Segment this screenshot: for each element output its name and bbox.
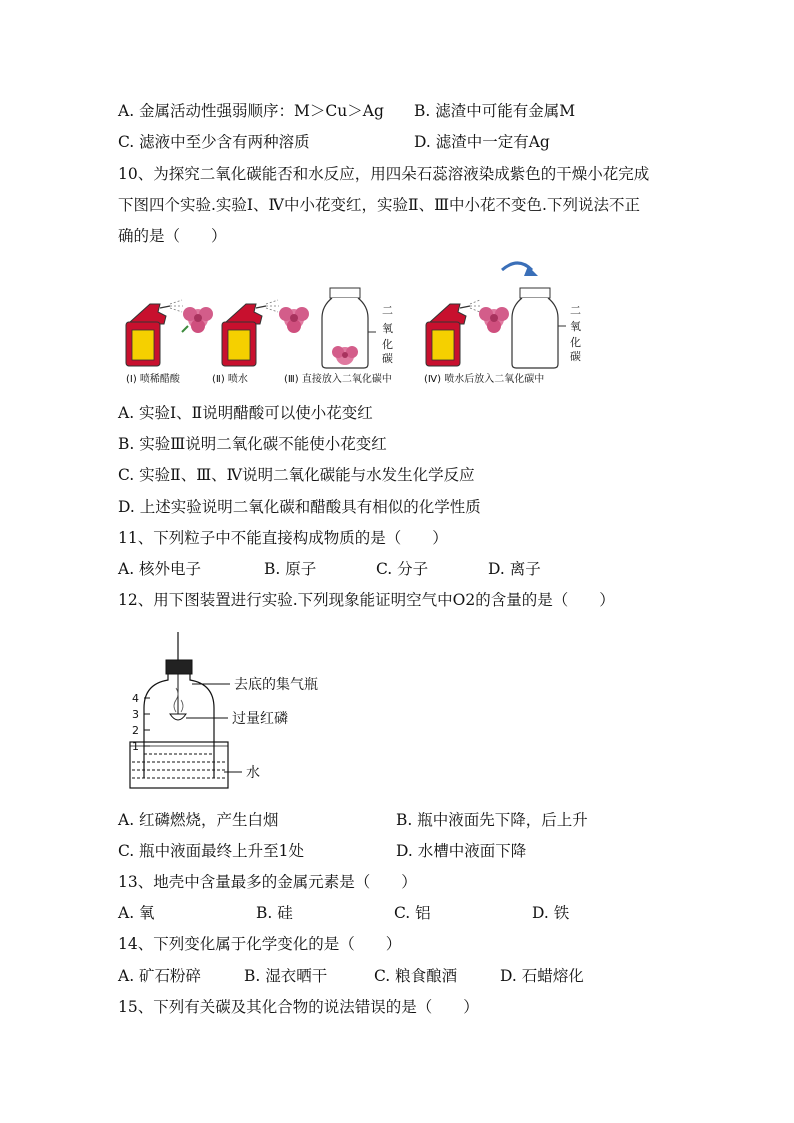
- jar2-label-char: 氧: [570, 320, 581, 333]
- caption-iv: (Ⅳ) 喷水后放入二氧化碳中: [424, 374, 545, 385]
- jar2-label-char: 碳: [570, 350, 581, 363]
- q10-stem-line3: 确的是（ ）: [118, 227, 227, 245]
- q14-option-d: D. 石蜡熔化: [500, 967, 584, 985]
- q10-option-b: B. 实验Ⅲ说明二氧化碳不能使小花变红: [118, 435, 387, 453]
- q13-stem: 13、地壳中含量最多的金属元素是（ ）: [118, 873, 417, 891]
- q11-option-c: C. 分子: [376, 560, 429, 578]
- scale-label-2: 2: [132, 724, 139, 737]
- burning-spoon-icon: [170, 714, 186, 720]
- q14-stem: 14、下列变化属于化学变化的是（ ）: [118, 935, 402, 953]
- scale-label-3: 3: [132, 708, 139, 721]
- q11-option-b: B. 原子: [264, 560, 317, 578]
- q11-option-a: A. 核外电子: [118, 560, 202, 578]
- q10-experiment-figure: [118, 256, 588, 388]
- q10-option-c: C. 实验Ⅱ、Ⅲ、Ⅳ说明二氧化碳能与水发生化学反应: [118, 466, 475, 484]
- q13-option-a: A. 氧: [118, 904, 155, 922]
- q15-stem: 15、下列有关碳及其化合物的说法错误的是（ ）: [118, 998, 479, 1016]
- q10-option-a: A. 实验Ⅰ、Ⅱ说明醋酸可以使小花变红: [118, 404, 373, 422]
- jar2-label-char: 二: [570, 304, 581, 317]
- q9-option-b: B. 滤渣中可能有金属M: [414, 102, 576, 120]
- q12-apparatus-figure: [128, 628, 388, 794]
- label-bottle: 去底的集气瓶: [234, 677, 318, 693]
- q12-option-d: D. 水槽中液面下降: [396, 842, 527, 860]
- q10-stem-line2: 下图四个实验.实验Ⅰ、Ⅳ中小花变红，实验Ⅱ、Ⅲ中小花不变色.下列说法不正: [118, 196, 640, 214]
- q9-option-a: A. 金属活动性强弱顺序：M＞Cu＞Ag: [118, 102, 384, 120]
- q9-option-d: D. 滤渣中一定有Ag: [414, 133, 550, 151]
- q14-option-b: B. 湿衣晒干: [244, 967, 328, 985]
- q10-stem-line1: 10、为探究二氧化碳能否和水反应，用四朵石蕊溶液染成紫色的干燥小花完成: [118, 165, 650, 183]
- caption-iii: (Ⅲ) 直接放入二氧化碳中: [284, 374, 392, 385]
- jar1-label-char: 碳: [382, 352, 393, 365]
- label-phosphorus: 过量红磷: [232, 711, 288, 727]
- flower-icon: [182, 307, 213, 333]
- jar1-label-char: 氧: [382, 322, 393, 335]
- q12-option-c: C. 瓶中液面最终上升至1处: [118, 842, 305, 860]
- gas-jar-icon: [322, 288, 376, 368]
- label-water: 水: [246, 765, 260, 781]
- gas-jar-icon: [512, 288, 566, 368]
- spray-bottle-icon: [222, 300, 279, 366]
- q12-option-b: B. 瓶中液面先下降，后上升: [396, 811, 588, 829]
- flower-icon: [479, 307, 509, 333]
- q13-option-d: D. 铁: [532, 904, 570, 922]
- q10-option-d: D. 上述实验说明二氧化碳和醋酸具有相似的化学性质: [118, 498, 481, 516]
- q14-option-c: C. 粮食酿酒: [374, 967, 458, 985]
- caption-i: (Ⅰ) 喷稀醋酸: [126, 374, 180, 385]
- spray-bottle-icon: [426, 300, 481, 366]
- scale-label-4: 4: [132, 692, 139, 705]
- jar2-label-char: 化: [570, 336, 581, 349]
- scale-label-1: 1: [132, 740, 139, 753]
- flower-icon: [279, 307, 309, 333]
- q14-option-a: A. 矿石粉碎: [118, 967, 202, 985]
- jar1-label-char: 二: [382, 304, 393, 317]
- q9-option-c: C. 滤液中至少含有两种溶质: [118, 133, 310, 151]
- q11-stem: 11、下列粒子中不能直接构成物质的是（ ）: [118, 529, 448, 547]
- spray-bottle-icon: [126, 300, 183, 366]
- water-trough-icon: [130, 742, 228, 788]
- q12-stem: 12、用下图装置进行实验.下列现象能证明空气中O2的含量的是（ ）: [118, 591, 615, 609]
- q13-option-c: C. 铝: [394, 904, 431, 922]
- q13-option-b: B. 硅: [256, 904, 293, 922]
- q11-option-d: D. 离子: [488, 560, 541, 578]
- q12-option-a: A. 红磷燃烧，产生白烟: [118, 811, 279, 829]
- caption-ii: (Ⅱ) 喷水: [212, 374, 248, 385]
- jar1-label-char: 化: [382, 338, 393, 351]
